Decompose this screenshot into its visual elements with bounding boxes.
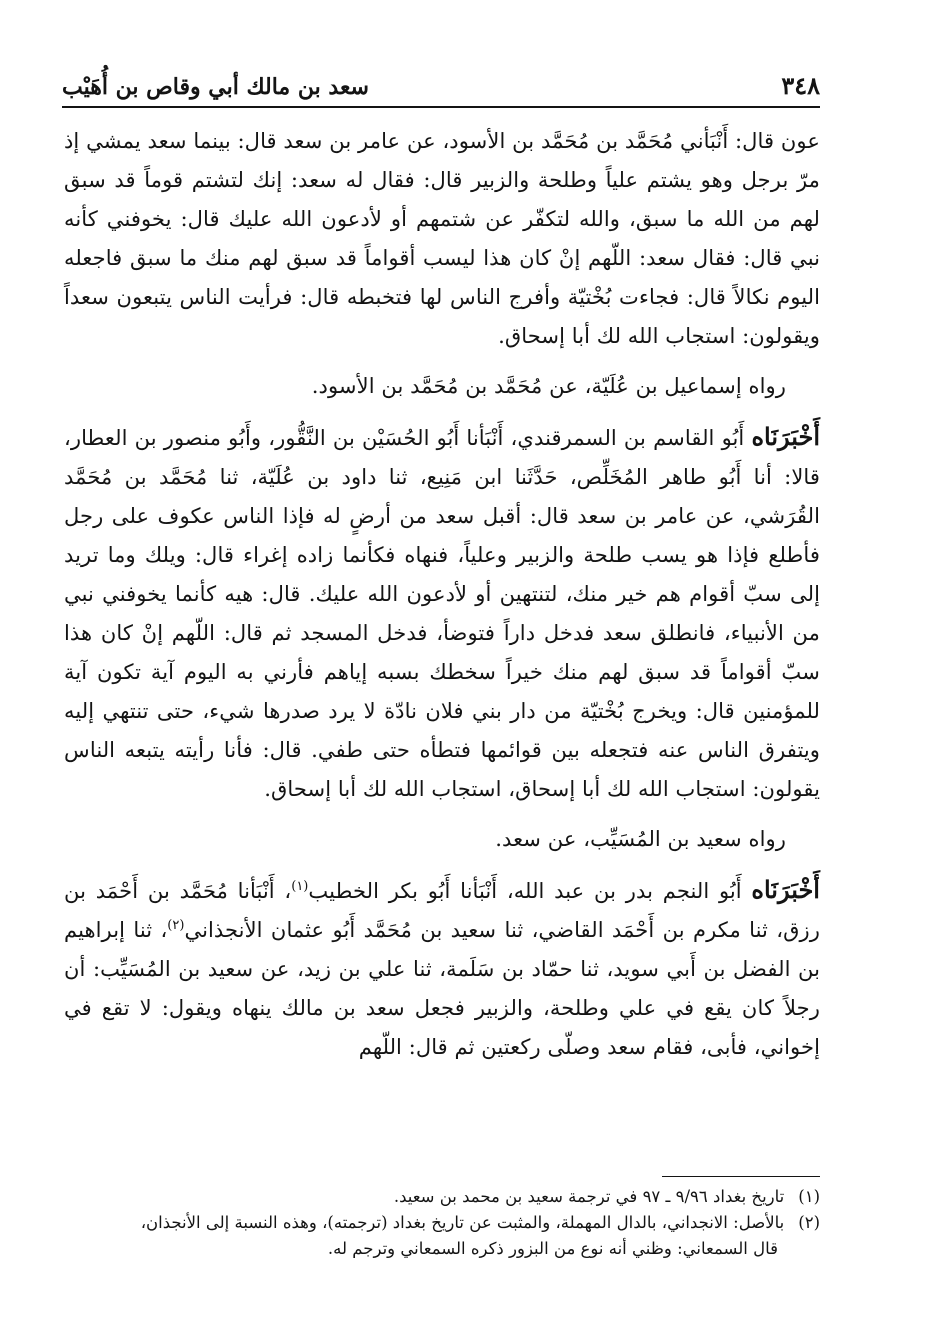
paragraph-2: رواه إسماعيل بن عُلَيّة، عن مُحَمَّد بن مُحَمَّد بن الأسود.: [311, 373, 786, 399]
footnote-1-number: (١): [798, 1187, 820, 1206]
header-rule: [62, 106, 820, 108]
footnote-2: [64, 1210, 820, 1236]
footnote-ref-1: (١): [291, 879, 309, 895]
main-text: [64, 122, 820, 1067]
page-header: [62, 64, 820, 100]
footnote-ref-2: (٢): [167, 918, 185, 934]
paragraph-5-text-b: ، أَنْبَأنا مُحَمَّد بن أَحْمَد بن رزق، ثنا مكرم بن أَحْمَد القاضي، ثنا سعيد بن مُحَمَّد أَبُو عثمان الأنجذاني: [64, 878, 820, 943]
footnote-2-number: (٢): [798, 1213, 820, 1232]
footnote-1: [64, 1184, 820, 1210]
page-number: ٣٤٨: [781, 71, 820, 100]
paragraph-5-text-a: أَبُو النجم بدر بن عبد الله، أَنْبَأنا أَبُو بكر الخطيب: [308, 878, 752, 904]
footnotes: [64, 1184, 820, 1262]
paragraph-3: [64, 418, 820, 808]
paragraph-5-text-c: ، ثنا إبراهيم بن الفضل بن أَبي سويد، ثنا حمّاد بن سَلَمة، ثنا علي بن زيد، عن سعيد بن المُسَيِّب: أن رجلاً كان يقع في علي وطلحة، والزبير فجعل سعد بن مالك ينهاه ويقول: لا تقع في إخواني، فأبى، فقام سعد وصلّى ركعتين ثم قال: اللّهم: [64, 917, 820, 1059]
paragraph-3-text: أَبُو القاسم بن السمرقندي، أَنْبَأنا أَبُو الحُسَيْن بن النَّقُّور، وأَبُو منصور بن العطار، قالا: أنا أَبُو طاهر المُخَلِّص، حَدَّثَنا ابن مَنِيع، ثنا داود بن عُلَيّة، ثنا مُحَمَّد بن مُحَمَّد القُرَشي، عن عامر بن سعد قال: أقبل سعد من أرضٍ له فإذا الناس عكوف على رجل فأطلع فإذا هو يسب طلحة والزبير وعلياً، فنهاه فكأنما زاده إغراء قال: ويلك وما تريد إلى سبّ أقوام هم خير منك، لتنتهين أو لأدعون الله عليك. قال: هيه كأنما يخوفني نبي من الأنبياء، فانطلق سعد فدخل داراً فتوضأ، فدخل المسجد ثم قال: اللّهم إنْ كان هذا سبّ أقواماً قد سبق لهم منك خيراً سخطك بسبه إياهم فأرني به اليوم آية تكون آية للمؤمنين قال: ويخرج بُخْتيّة من دار بني فلان نادّة لا يرد صدرها شيء، حتى تنتهي إليه ويتفرق الناس عنه فتجعله بين قوائمها فتطأه حتى طفي. قال: فأنا رأيته يتبعه الناس يقولون: استجاب الله لك أبا إسحاق، استجاب الله لك أبا إسحاق.: [64, 425, 820, 801]
paragraph-4: رواه سعيد بن المُسَيِّب، عن سعد.: [495, 826, 786, 852]
running-title: سعد بن مالك أبي وقاص بن أُهَيْب: [62, 74, 369, 100]
paragraph-5-lead: أَخْبَرَنَاه: [751, 875, 820, 905]
paragraph-3-lead: أَخْبَرَنَاه: [751, 422, 820, 452]
footnote-1-text: تاريخ بغداد ٩/٩٦ ـ ٩٧ في ترجمة سعيد بن محمد بن سعيد.: [393, 1187, 785, 1206]
paragraph-1: عون قال: أَنْبَأني مُحَمَّد بن مُحَمَّد بن الأسود، عن عامر بن سعد قال: بينما سعد يمشي إذ مرّ برجل وهو يشتم علياً وطلحة والزبير قال: فقال له سعد: إنك لتشتم قوماً قد سبق لهم من الله ما سبق، والله لتكفّر عن شتمهم أو لأدعون الله عليك قال: يخوفني كأنه نبي قال: فقال سعد: اللّهم إنْ كان هذا ليسب أقواماً قد سبق لهم منك ما سبق فاجعله اليوم نكالاً قال: فجاءت بُخْتيّة وأفرج الناس لها فتخبطه قال: فرأيت الناس يتبعون سعداً ويقولون: استجاب الله لك أبا إسحاق.: [64, 128, 820, 348]
footnote-2-continuation: قال السمعاني: وظني أنه نوع من البزور ذكره السمعاني وترجم له.: [327, 1239, 778, 1258]
paragraph-5: [64, 871, 820, 1067]
footnote-rule: [662, 1176, 820, 1177]
footnote-2-text: بالأصل: الانجداني، بالدال المهملة، والمثبت عن تاريخ بغداد (ترجمته)، وهذه النسبة إلى الأنجذان،: [140, 1213, 785, 1232]
